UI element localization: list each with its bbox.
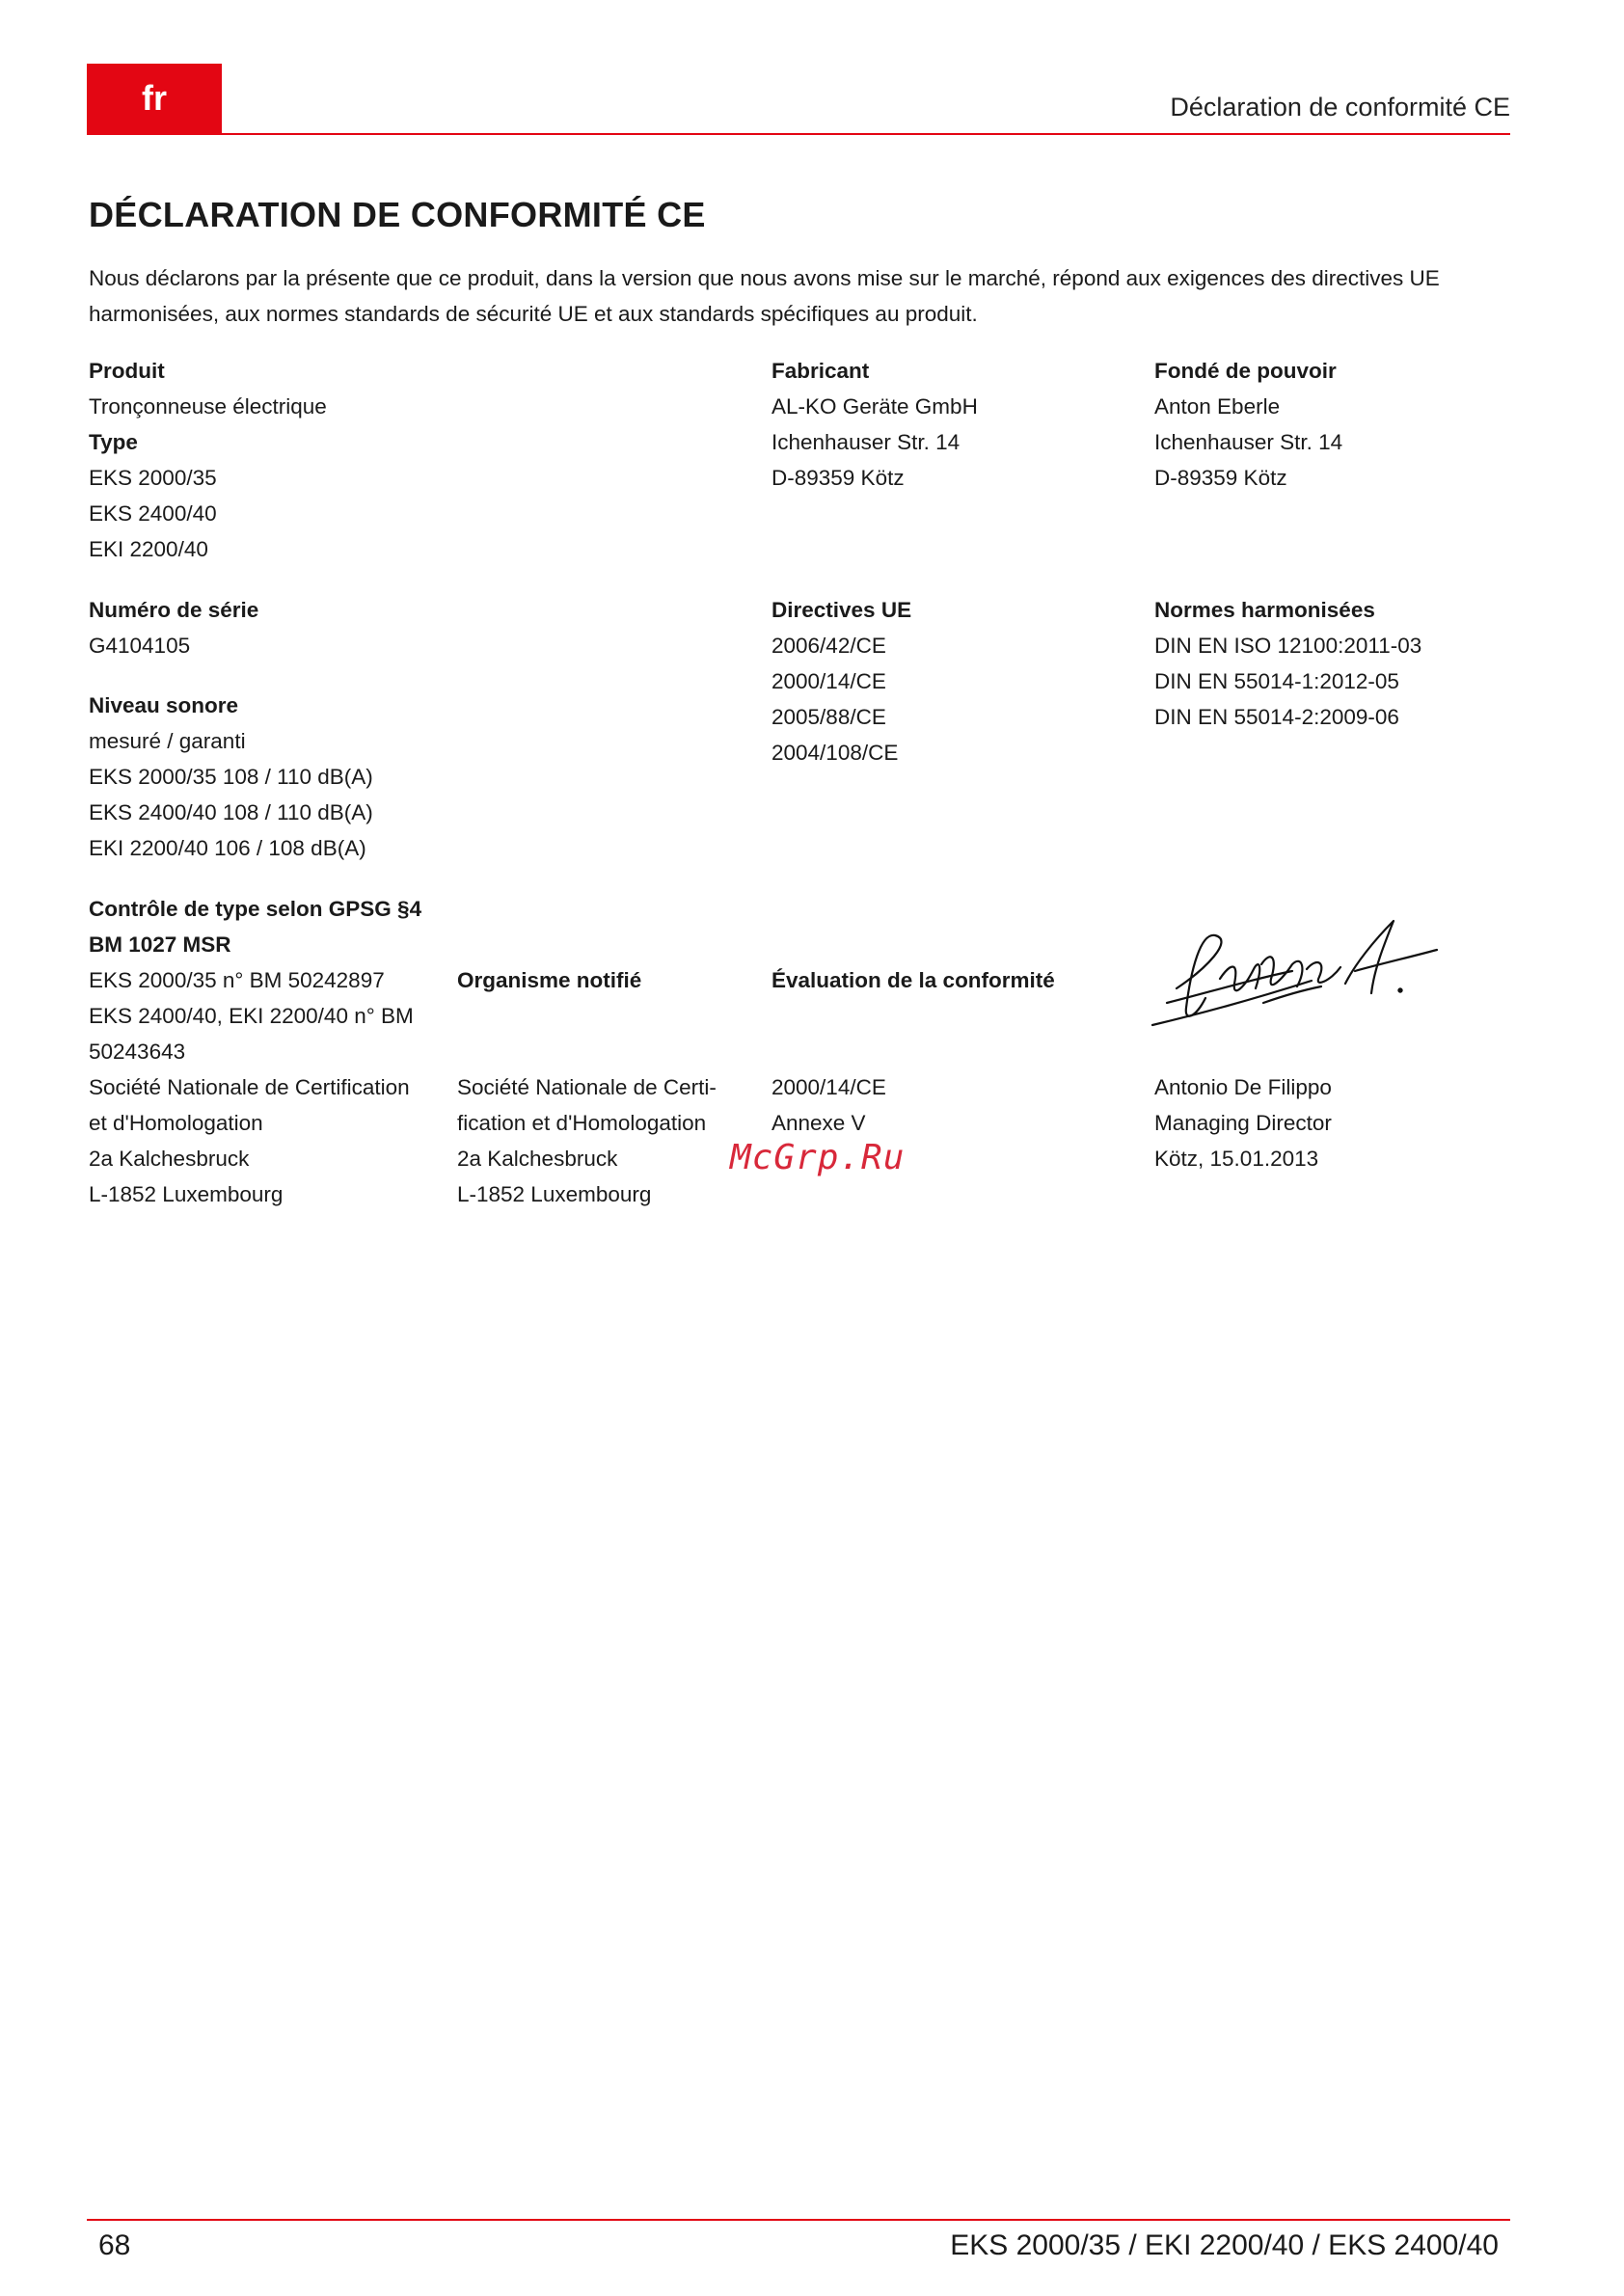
type-control-line: 2a Kalchesbruck xyxy=(89,1147,250,1171)
watermark: McGrp.Ru xyxy=(730,1138,906,1177)
signatory-block xyxy=(1154,1069,1332,1176)
page-number: 68 xyxy=(98,2229,131,2261)
type-item: EKS 2000/35 xyxy=(89,466,217,490)
signature-image xyxy=(1148,911,1466,1046)
notified-body-label: Organisme notifié xyxy=(457,968,642,992)
manufacturer-block xyxy=(771,353,978,496)
language-tab: fr xyxy=(87,64,222,133)
authorized-line: Anton Eberle xyxy=(1154,394,1281,419)
header-title: Déclaration de conformité CE xyxy=(1170,93,1510,122)
footer-divider xyxy=(87,2219,1510,2221)
authorized-label: Fondé de pouvoir xyxy=(1154,359,1337,383)
directive-item: 2000/14/CE xyxy=(771,669,886,693)
manufacturer-line: Ichenhauser Str. 14 xyxy=(771,430,961,454)
norms-block xyxy=(1154,592,1421,735)
manufacturer-label: Fabricant xyxy=(771,359,870,383)
norms-label: Normes harmonisées xyxy=(1154,598,1375,622)
type-control-line: L-1852 Luxembourg xyxy=(89,1182,284,1206)
type-control-sublabel: BM 1027 MSR xyxy=(89,932,231,957)
type-control-line: EKS 2400/40, EKI 2200/40 n° BM xyxy=(89,1004,414,1028)
serial-noise-block xyxy=(89,592,373,866)
directive-item: 2005/88/CE xyxy=(771,705,886,729)
authorized-block xyxy=(1154,353,1342,496)
manufacturer-line: AL-KO Geräte GmbH xyxy=(771,394,978,419)
signatory-role: Managing Director xyxy=(1154,1111,1332,1135)
noise-line: EKS 2400/40 108 / 110 dB(A) xyxy=(89,800,373,824)
directives-label: Directives UE xyxy=(771,598,912,622)
norm-item: DIN EN ISO 12100:2011-03 xyxy=(1154,634,1422,658)
notified-body-line: 2a Kalchesbruck xyxy=(457,1147,618,1171)
noise-line: EKS 2000/35 108 / 110 dB(A) xyxy=(89,765,373,789)
serial-value: G4104105 xyxy=(89,634,191,658)
product-block xyxy=(89,353,327,567)
product-value: Tronçonneuse électrique xyxy=(89,394,327,419)
header-divider xyxy=(87,133,1510,135)
type-control-line: EKS 2000/35 n° BM 50242897 xyxy=(89,968,385,992)
norm-item: DIN EN 55014-2:2009-06 xyxy=(1154,705,1399,729)
manufacturer-line: D-89359 Kötz xyxy=(771,466,905,490)
type-control-line: et d'Homologation xyxy=(89,1111,263,1135)
notified-body-line: fication et d'Homologation xyxy=(457,1111,707,1135)
authorized-line: D-89359 Kötz xyxy=(1154,466,1287,490)
noise-line: EKI 2200/40 106 / 108 dB(A) xyxy=(89,836,366,860)
directive-item: 2004/108/CE xyxy=(771,741,899,765)
type-label: Type xyxy=(89,430,138,454)
type-control-label: Contrôle de type selon GPSG §4 xyxy=(89,897,422,921)
authorized-line: Ichenhauser Str. 14 xyxy=(1154,430,1343,454)
conformity-eval-line: 2000/14/CE xyxy=(771,1075,886,1099)
conformity-eval-label: Évaluation de la conformité xyxy=(771,968,1055,992)
signatory-place-date: Kötz, 15.01.2013 xyxy=(1154,1147,1319,1171)
norm-item: DIN EN 55014-1:2012-05 xyxy=(1154,669,1399,693)
directives-block xyxy=(771,592,911,770)
conformity-eval-line: Annexe V xyxy=(771,1111,866,1135)
notified-body-block xyxy=(457,962,717,1212)
type-item: EKS 2400/40 xyxy=(89,501,217,526)
footer-models: EKS 2000/35 / EKI 2200/40 / EKS 2400/40 xyxy=(950,2229,1499,2261)
type-control-block xyxy=(89,891,421,1212)
product-label: Produit xyxy=(89,359,165,383)
serial-label: Numéro de série xyxy=(89,598,259,622)
intro-paragraph: Nous déclarons par la présente que ce produit, dans la version que nous avons mise sur le marché, répond aux exigences des directives UE harmonisées, aux normes standards de sécurité UE et aux standards spécifiques au produit. xyxy=(89,266,1440,326)
noise-line: mesuré / garanti xyxy=(89,729,246,753)
noise-label: Niveau sonore xyxy=(89,693,239,717)
conformity-eval-block xyxy=(771,962,1055,1141)
page-title: DÉCLARATION DE CONFORMITÉ CE xyxy=(89,195,706,234)
notified-body-line: Société Nationale de Certi- xyxy=(457,1075,717,1099)
signatory-name: Antonio De Filippo xyxy=(1154,1075,1332,1099)
directive-item: 2006/42/CE xyxy=(771,634,886,658)
notified-body-line: L-1852 Luxembourg xyxy=(457,1182,652,1206)
type-control-line: Société Nationale de Certification xyxy=(89,1075,410,1099)
type-control-line: 50243643 xyxy=(89,1040,186,1064)
type-item: EKI 2200/40 xyxy=(89,537,208,561)
